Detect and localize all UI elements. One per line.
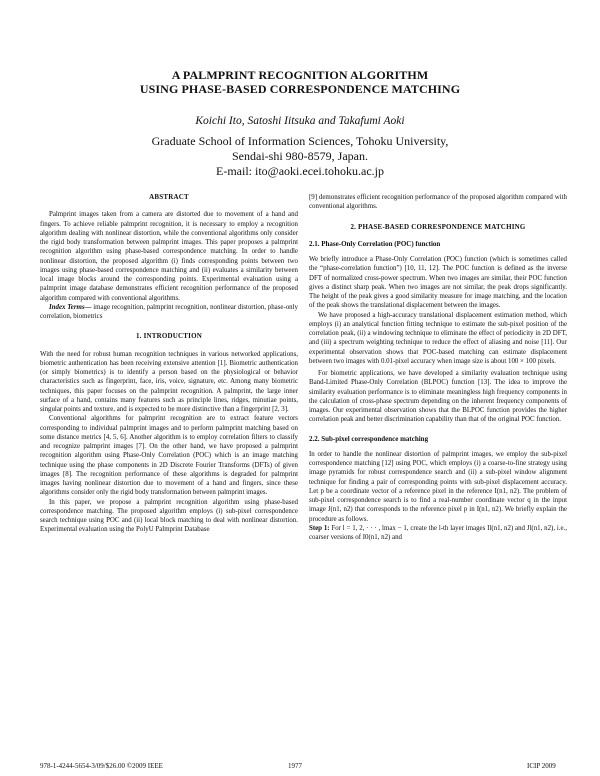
abstract-heading: ABSTRACT xyxy=(149,193,189,201)
affiliation-line2: Sendai-shi 980-8579, Japan. xyxy=(232,149,368,163)
intro-heading: 1. INTRODUCTION xyxy=(135,332,202,341)
index-terms-label: Index Terms— xyxy=(49,303,92,311)
index-terms-text: image recognition, palmprint recognition, nonlinear distortion, phase-only correlation, biometrics xyxy=(40,303,298,320)
index-terms xyxy=(40,303,298,322)
authors: Koichi Ito, Satoshi Iitsuka and Takafumi Aoki xyxy=(195,115,405,127)
affiliation-email: E-mail: ito@aoki.ecei.tohoku.ac.jp xyxy=(216,164,384,178)
sec21-paragraph-3: For biometric applications, we have developed a similarity evaluation technique using Band-Limited Phase-Only Correlation (BLPOC) function [13]. The idea to improve the similarity evaluation performance is to eliminate meaningless high frequency components in the calculation of cross-phase spectrum depending on the inherent frequency components of images. Our experimental observation shows that the BLPOC function provides the higher correlation peak and better discrimination capability than that of the original POC function. xyxy=(309,370,567,424)
right-paragraph-0: [9] demonstrates efficient recognition performance of the proposed algorithm compared with conventional algorithms. xyxy=(309,194,567,211)
footer-copyright: 978-1-4244-5654-3/09/$26.00 ©2009 IEEE xyxy=(40,762,163,770)
sec22-paragraph-1: In order to handle the nonlinear distortion of palmprint images, we employ the sub-pixel correspondence matching [12] using POC, which employs (i) a coarse-to-fine strategy using image pyramids for robust correspondence search and (ii) a sub-pixel window alignment technique for finding a pair of corresponding points with sub-pixel displacement accuracy. Let p be a coordinate vector of a reference pixel in the reference I(n1, n2). The problem of sub-pixel correspondence search is to find a real-number coordinate vector q in the input image J(n1, n2) that corresponds to the reference pixel p in I(n1, n2). We briefly explain the procedure as follows. xyxy=(309,450,567,523)
section2-heading: 2. PHASE-BASED CORRESPONDENCE MATCHING xyxy=(350,222,526,231)
step1-text: For l = 1, 2, · · · , lmax − 1, create the l-th layer images Il(n1, n2) and Jl(n1, n2), i.e., coarser versions of I0(n1, n2) and xyxy=(309,524,567,541)
subsection21-heading: 2.1. Phase-Only Correlation (POC) function xyxy=(309,239,441,248)
step1-paragraph xyxy=(309,524,567,543)
right-column xyxy=(309,193,567,542)
intro-paragraph-3: In this paper, we propose a palmprint recognition algorithm using phase-based correspondence matching. The proposed algorithm employs (i) sub-pixel correspondence search technique using POC and (ii) local block matching to deal with nonlinear distortion. Experimental evaluation using the PolyU Palmprint Database xyxy=(40,498,298,534)
intro-paragraph-1: With the need for robust human recognition techniques in various networked applications, biometric authentication has been receiving extensive attention [1]. Biometric authentication (or simply biometrics) is to identify a person based on the physiological or behavior characteristics such as fingerprint, face, iris, voice, signature, etc. Among many biometric techniques, this paper focuses on the palmprint recognition. A palmprint, the large inner surface of a hand, contains many features such as principle lines, ridges, minutiae points, singular points and texture, and is expected to be more distinctive than a fingerprint [2, 3]. xyxy=(40,350,298,413)
step1-label: Step 1: xyxy=(309,524,330,532)
footer-conference: ICIP 2009 xyxy=(527,762,556,770)
intro-paragraph-2: Conventional algorithms for palmprint recognition are to extract feature vectors corresponding to individual palmprint images and to perform palmprint matching based on some distance metrics [4, 5, 6]. Another algorithm is to employ correlation filters to classify and recognize palmprint images [7]. On the other hand, we have proposed a palmprint recognition algorithm using Phase-Only Correlation (POC) which is an image matching technique using the phase components in 2D Discrete Fourier Transforms (DFTs) of given images [8]. The recognition performance of these algorithms is degraded for palmprint images having nonlinear distortion due to movement of a hand and fingers, since these algorithms consider only the rigid body transformation between palmprint images. xyxy=(40,415,298,497)
footer-page-number: 1977 xyxy=(288,762,302,770)
sec21-paragraph-2: We have proposed a high-accuracy translational displacement estimation method, which employs (i) an analytical function fitting technique to estimate the sub-pixel position of the correlation peak, (ii) a windowing technique to eliminate the effect of periodicity in 2D DFT, and (iii) a spectrum weighting technique to reduce the effect of aliasing and noise [11]. Our experimental observation shows that POC-based matching can estimate displacement between two images with 0.01-pixel accuracy when image size is about 100 × 100 pixels. xyxy=(309,311,567,365)
paper-title-line2: USING PHASE-BASED CORRESPONDENCE MATCHING xyxy=(139,82,461,96)
sec21-paragraph-1: We briefly introduce a Phase-Only Correlation (POC) function (which is sometimes called the “phase-correlation function”) [10, 11, 12]. The POC function is defined as the inverse DFT of normalized cross-power spectrum. When two images are similar, their POC function gives a distinct sharp peak. When two images are not similar, the peak drops significantly. The height of the peak gives a good similarity measure for image matching, and the location of the peak shows the translational displacement between the images. xyxy=(309,256,567,310)
subsection22-heading: 2.2. Sub-pixel correspondence matching xyxy=(309,434,429,443)
paper-title-line1: A PALMPRINT RECOGNITION ALGORITHM xyxy=(171,68,429,82)
affiliation-line1: Graduate School of Information Sciences, Tohoku University, xyxy=(151,134,449,148)
left-column xyxy=(40,193,298,535)
abstract-text: Palmprint images taken from a camera are distorted due to movement of a hand and fingers. To achieve reliable palmprint recognition, it is necessary to employ a recognition algorithm dealing with nonlinear distortion, while the conventional algorithms only consider the rigid body transformation between palmprint images. This paper proposes a palmprint recognition algorithm using phase-based correspondence matching. In order to handle nonlinear distortion, the proposed algorithm (i) finds corresponding points between two images using phase-based correspondence matching and (ii) evaluates a similarity between local image blocks around the corresponding points. Experimental evaluation using a palmprint image database demonstrates efficient recognition performance of the proposed algorithm compared with conventional algorithms. xyxy=(40,211,298,302)
